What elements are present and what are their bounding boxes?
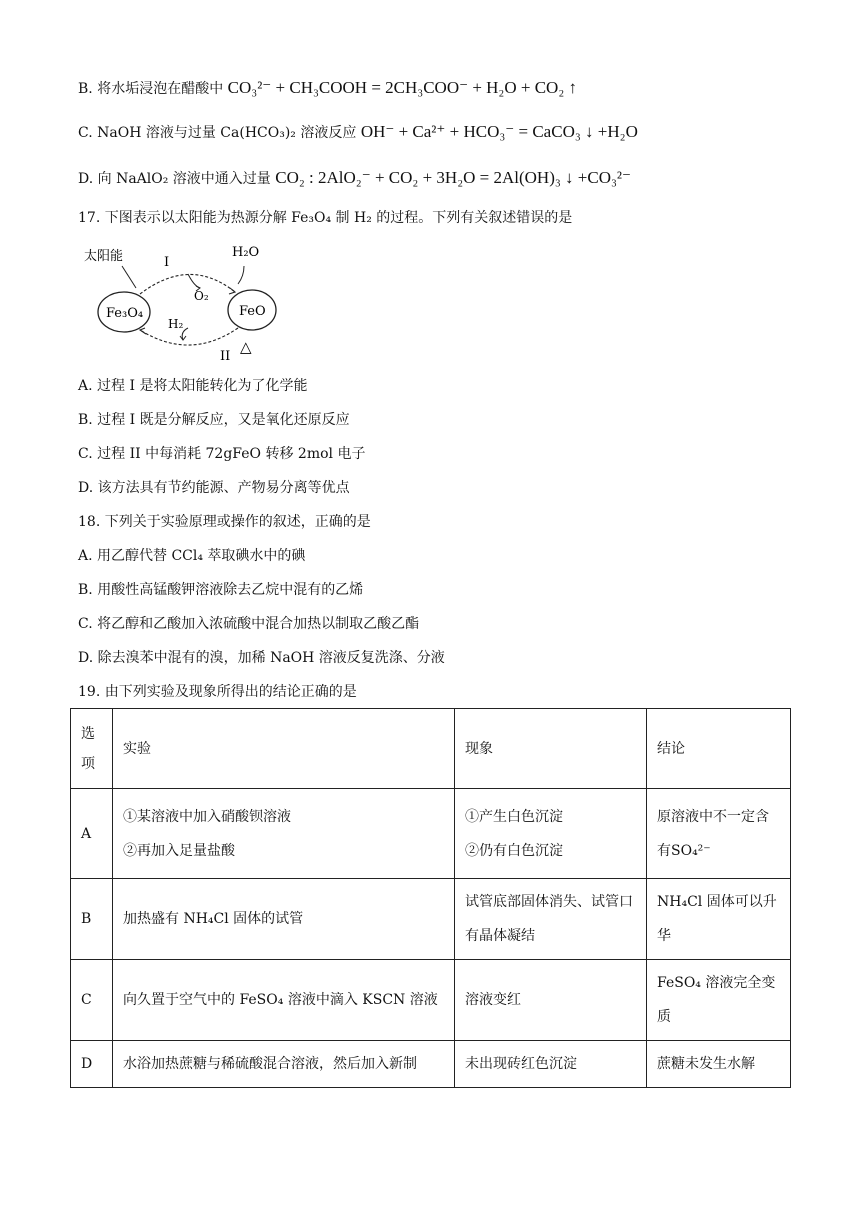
header-option: 选项 (71, 709, 113, 789)
q17-option-d: D. 该方法具有节约能源、产物易分离等优点 (78, 480, 350, 496)
row-experiment: ①某溶液中加入硝酸钡溶液 ②再加入足量盐酸 (113, 789, 455, 879)
row-option: A (71, 789, 113, 879)
process-i-arrow (140, 274, 235, 294)
q16-option-c: C. NaOH 溶液与过量 Ca(HCO₃)₂ 溶液反应 OH⁻ + Ca²⁺ + HCO₃⁻ = CaCO₃ ↓ +H₂O (78, 122, 638, 141)
row-phenomenon: 未出现砖红色沉淀 (455, 1041, 647, 1088)
q16-option-d: D. 向 NaAlO₂ 溶液中通入过量 CO₂ : 2AlO₂⁻ + CO₂ + 3H₂O = 2Al(OH)₃ ↓ +CO₃²⁻ (78, 168, 631, 187)
q19-stem: 19. 由下列实验及现象所得出的结论正确的是 (78, 684, 357, 700)
q17-option-a: A. 过程 I 是将太阳能转化为了化学能 (78, 378, 308, 394)
row-phenomenon: 溶液变红 (455, 960, 647, 1041)
q19-table (70, 708, 791, 1088)
q18-option-a: A. 用乙醇代替 CCl₄ 萃取碘水中的碘 (78, 548, 306, 564)
q16-option-b: B. 将水垢浸泡在醋酸中 CO₃²⁻ + CH₃COOH = 2CH₃COO⁻ + H₂O + CO₂ ↑ (78, 78, 578, 97)
header-experiment: 实验 (113, 709, 455, 789)
header-phenomenon: 现象 (455, 709, 647, 789)
q18-option-b: B. 用酸性高锰酸钾溶液除去乙烷中混有的乙烯 (78, 582, 364, 598)
heat-symbol: △ (240, 338, 252, 356)
q18-option-c: C. 将乙醇和乙酸加入浓硫酸中混合加热以制取乙酸乙酯 (78, 616, 420, 632)
header-conclusion: 结论 (647, 709, 791, 789)
row-phenomenon: ①产生白色沉淀 ②仍有白色沉淀 (455, 789, 647, 879)
row-conclusion: 蔗糖未发生水解 (647, 1041, 791, 1088)
o2-label: O₂ (194, 289, 209, 303)
feo-label: FeO (239, 304, 266, 319)
q17-option-b: B. 过程 I 既是分解反应，又是氧化还原反应 (78, 412, 350, 428)
row-phenomenon: 试管底部固体消失、试管口 有晶体凝结 (455, 879, 647, 960)
row-experiment: 向久置于空气中的 FeSO₄ 溶液中滴入 KSCN 溶液 (113, 960, 455, 1041)
table-row (71, 789, 791, 879)
row-conclusion: NH₄Cl 固体可以升 华 (647, 879, 791, 960)
table-row (71, 879, 791, 960)
process-ii-arrow (140, 328, 238, 345)
row-option: C (71, 960, 113, 1041)
table-row (71, 1041, 791, 1088)
row-option: B (71, 879, 113, 960)
row-option: D (71, 1041, 113, 1088)
solar-energy-label: 太阳能 (84, 249, 124, 264)
q18-option-d: D. 除去溴苯中混有的溴，加稀 NaOH 溶液反复洗涤、分液 (78, 650, 445, 666)
row-experiment: 水浴加热蔗糖与稀硫酸混合溶液，然后加入新制 (113, 1041, 455, 1088)
table-header-row (71, 709, 791, 789)
row-conclusion: FeSO₄ 溶液完全变 质 (647, 960, 791, 1041)
process-i-label: I (164, 255, 170, 270)
fe3o4-cycle-diagram (80, 236, 290, 366)
row-conclusion: 原溶液中不一定含 有SO₄²⁻ (647, 789, 791, 879)
process-ii-label: II (220, 349, 231, 364)
row-experiment: 加热盛有 NH₄Cl 固体的试管 (113, 879, 455, 960)
table-row (71, 960, 791, 1041)
fe3o4-label: Fe₃O₄ (106, 306, 144, 321)
q18-stem: 18. 下列关于实验原理或操作的叙述，正确的是 (78, 514, 371, 530)
h2-label: H₂ (168, 317, 184, 331)
q17-stem: 17. 下图表示以太阳能为热源分解 Fe₃O₄ 制 H₂ 的过程。下列有关叙述错误的是 (78, 210, 573, 226)
q17-option-c: C. 过程 II 中每消耗 72gFeO 转移 2mol 电子 (78, 446, 366, 462)
h2o-label: H₂O (232, 245, 260, 260)
